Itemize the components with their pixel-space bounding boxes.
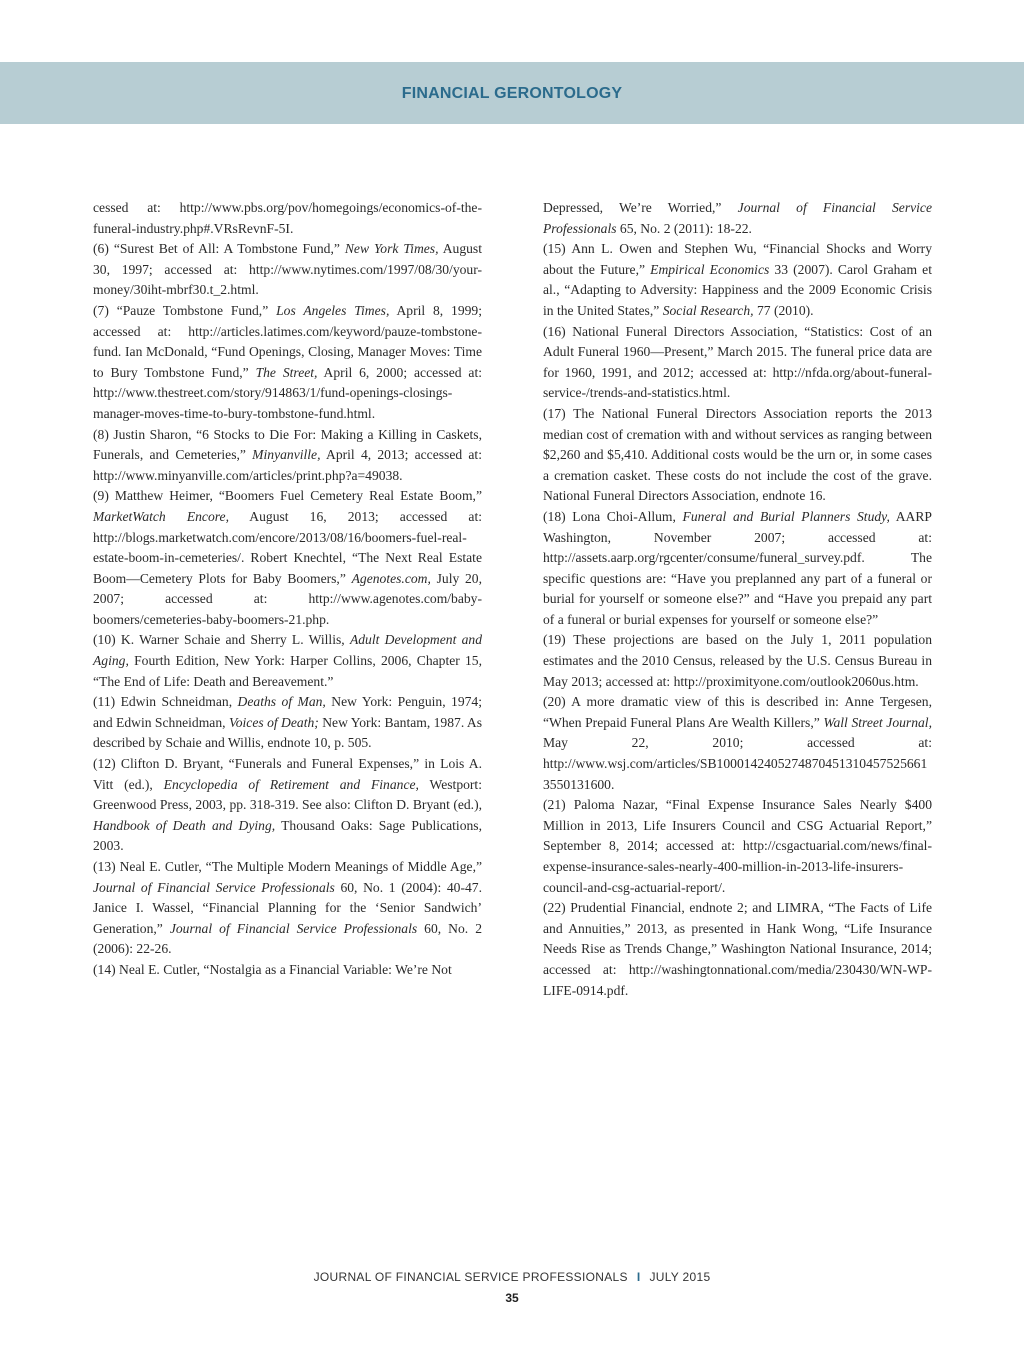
citation-text: 33 (2007). Carol Graham et al., “Adapting to Adversity: Happiness and the 2009 Economic Crisis in the United States,” <box>543 261 932 318</box>
citation-text: (13) Neal E. Cutler, “The Multiple Modern Meanings of Middle Age,” <box>93 859 482 874</box>
citation-text: (20) A more dramatic view of this is described in: Anne Tergesen, “When Prepaid Funeral Plans Are Wealth Killers,” <box>543 694 932 730</box>
citation-text: April 8, 1999; accessed at: http://articles.latimes.com/keyword/pauze-tombstone-fund. Ian McDonald, “Fund Openings, Closing, Manager Moves: Time to Bury Tombstone Fund,” <box>93 302 483 380</box>
right-column <box>543 198 932 1001</box>
citation-text: (21) Paloma Nazar, “Final Expense Insurance Sales Nearly $400 Million in 2013, Life Insurers Council and CSG Actuarial Report,” September 8, 2014; accessed at: http://csgactuarial.com/news/final-expense-insurance-sales-nearly-400-million-in-2013-life-insurers-council-and-csg-actuarial-report/. <box>543 797 932 895</box>
endnote-cont <box>543 198 932 239</box>
citation-text: Depressed, We’re Worried,” <box>543 200 738 215</box>
citation-text: 60, No. 1 (2004): 40-47. Janice I. Wassel, “Financial Planning for the ‘Senior Sandwich’ Generation,” <box>93 879 482 936</box>
endnote-note-14 <box>93 960 482 981</box>
endnote-note-8 <box>93 425 482 487</box>
citation-title: Voices of Death; <box>228 714 319 730</box>
footer-separator: I <box>636 1270 641 1284</box>
endnote-note-12 <box>93 754 482 857</box>
endnote-note-20 <box>543 692 932 795</box>
citation-text: (16) National Funeral Directors Association, “Statistics: Cost of an Adult Funeral 1960—Present,” March 2015. The funeral price data are for 1960, 1991, and 2012; accessed at: http://nfda.org/about-funeral-service-/trends-and-statistics.html. <box>543 323 932 401</box>
endnote-note-22 <box>543 898 932 1001</box>
citation-text: 60, No. 2 (2006): 22-26. <box>93 920 482 957</box>
endnote-note-19 <box>543 630 932 692</box>
citation-title: Encyclopedia of Retirement and Finance, <box>163 776 419 792</box>
citation-text: New York: Bantam, 1987. As described by Schaie and Willis, endnote 10, p. 505. <box>93 714 482 751</box>
citation-title: Handbook of Death and Dying, <box>93 817 276 833</box>
endnote-note-7 <box>93 301 482 425</box>
left-column <box>93 198 482 981</box>
citation-text: New York: Penguin, 1974; and Edwin Schneidman, <box>93 694 483 730</box>
citation-text: 77 (2010). <box>753 302 814 318</box>
citation-text: Westport: Greenwood Press, 2003, pp. 318-319. See also: Clifton D. Bryant (ed.), <box>93 776 482 813</box>
endnote-note-16 <box>543 322 932 404</box>
citation-text: Thousand Oaks: Sage Publications, 2003. <box>93 817 482 854</box>
citation-title: Empirical Economics <box>650 261 770 277</box>
citation-text: August 30, 1997; accessed at: http://www.nytimes.com/1997/08/30/your-money/30iht-mbrf30.t_2.html. <box>93 241 482 298</box>
citation-text: Fourth Edition, New York: Harper Collins, 2006, Chapter 15, “The End of Life: Death and Bereavement.” <box>93 653 482 689</box>
citation-text: 65, No. 2 (2011): 18-22. <box>616 220 752 236</box>
citation-text: AARP Washington, November 2007; accessed at: http://assets.aarp.org/rgcenter/consume/funeral_survey.pdf. The specific questions are: “Have you preplanned any part of a funeral or burial for yourself or someone else?” and “Have you prepaid any part of a funeral or burial expenses for yourself or someone else?” <box>543 508 932 627</box>
citation-title: Agenotes.com, <box>351 570 431 586</box>
citation-text: cessed at: http://www.pbs.org/pov/homegoings/economics-of-the-funeral-industry.php#.VRsRevnF-5I. <box>93 200 482 236</box>
citation-text: April 4, 2013; accessed at: http://www.minyanville.com/articles/print.php?a=49038. <box>93 447 482 483</box>
citation-text: (7) “Pauze Tombstone Fund,” <box>93 302 277 318</box>
citation-text: (18) Lona Choi-Allum, <box>543 508 683 524</box>
endnote-note-15 <box>543 239 932 321</box>
citation-text: August 16, 2013; accessed at: http://blogs.marketwatch.com/encore/2013/08/16/boomers-fuel-real-estate-boom-in-cemeteries/. Robert Knechtel, “The Next Real Estate Boom—Cemetery Plots for Baby Boomers,” <box>93 508 482 586</box>
citation-text: (17) The National Funeral Directors Association reports the 2013 median cost of cremation with and without services as ranging between $2,260 and $5,410. Additional costs would be the urn or, in some cases a cremation casket. These costs do not include the cost of the grave. National Funeral Directors Association, endnote 16. <box>543 405 932 504</box>
citation-title: MarketWatch Encore, <box>93 508 229 524</box>
endnote-note-18 <box>543 507 932 631</box>
citation-text: April 6, 2000; accessed at: http://www.thestreet.com/story/914863/1/fund-openings-closings-manager-moves-time-to-bury-tombstone-fund.html. <box>93 364 482 421</box>
citation-text: (10) K. Warner Schaie and Sherry L. Willis, <box>93 632 350 648</box>
citation-title: Journal of Financial Service Professionals <box>169 920 418 936</box>
citation-text: July 20, 2007; accessed at: http://www.agenotes.com/baby-boomers/cemeteries-baby-boomers-21.php. <box>93 570 482 627</box>
citation-text: (12) Clifton D. Bryant, “Funerals and Funeral Expenses,” in Lois A. Vitt (ed.), <box>93 756 482 792</box>
citation-text: (15) Ann L. Owen and Stephen Wu, “Financial Shocks and Worry about the Future,” <box>543 241 932 277</box>
page-number: 35 <box>505 1291 519 1305</box>
citation-title: Minyanville, <box>252 447 321 463</box>
endnote-note-6 <box>93 239 482 301</box>
endnote-note-10 <box>93 630 482 692</box>
header-band <box>0 62 1024 124</box>
endnote-cont <box>93 198 482 239</box>
endnote-note-13 <box>93 857 482 960</box>
endnote-note-21 <box>543 795 932 898</box>
endnote-note-9 <box>93 486 482 630</box>
citation-text: (9) Matthew Heimer, “Boomers Fuel Cemetery Real Estate Boom,” <box>93 488 482 504</box>
endnote-note-11 <box>93 692 482 754</box>
citation-text: (14) Neal E. Cutler, “Nostalgia as a Financial Variable: We’re Not <box>93 961 452 977</box>
citation-text: (22) Prudential Financial, endnote 2; and LIMRA, “The Facts of Life and Annuities,” 2013, as presented in Hank Wong, “Life Insurance Needs Rise as Trends Change,” Washington National Insurance, 2014; accessed at: http://washingtonnational.com/media/230430/WN-WP-LIFE-0914.pdf. <box>543 900 932 998</box>
citation-title: Journal of Financial Service Professionals <box>93 879 335 895</box>
citation-title: Social Research, <box>662 302 754 318</box>
footer-journal-line <box>0 1270 1024 1284</box>
citation-title: Adult Development and Aging, <box>93 632 482 669</box>
issue-date: JULY 2015 <box>649 1270 711 1284</box>
citation-title: The Street, <box>255 364 318 380</box>
citation-title: Deaths of Man, <box>237 694 326 710</box>
citation-title: Wall Street Journal, <box>823 714 932 730</box>
citation-text: (11) Edwin Schneidman, <box>93 694 238 710</box>
citation-title: Los Angeles Times, <box>276 302 390 318</box>
citation-text: (6) “Surest Bet of All: A Tombstone Fund,” <box>93 241 345 257</box>
citation-title: Funeral and Burial Planners Study, <box>682 508 890 524</box>
citation-title: Journal of Financial Service Professionals <box>543 200 932 236</box>
citation-title: New York Times, <box>344 241 439 257</box>
page-title: FINANCIAL GERONTOLOGY <box>401 85 623 102</box>
endnote-note-17 <box>543 404 932 507</box>
citation-text: (8) Justin Sharon, “6 Stocks to Die For: Making a Killing in Caskets, Funerals, and Cemeteries,” <box>93 426 482 463</box>
citation-text: (19) These projections are based on the July 1, 2011 population estimates and the 2010 Census, released by the U.S. Census Bureau in May 2013; accessed at: http://proximityone.com/outlook2060us.htm. <box>543 632 932 689</box>
citation-text: May 22, 2010; accessed at: http://www.wsj.com/articles/SB10001424052748704513104575256613550131600. <box>543 735 932 792</box>
journal-name: JOURNAL OF FINANCIAL SERVICE PROFESSIONALS <box>313 1270 628 1284</box>
